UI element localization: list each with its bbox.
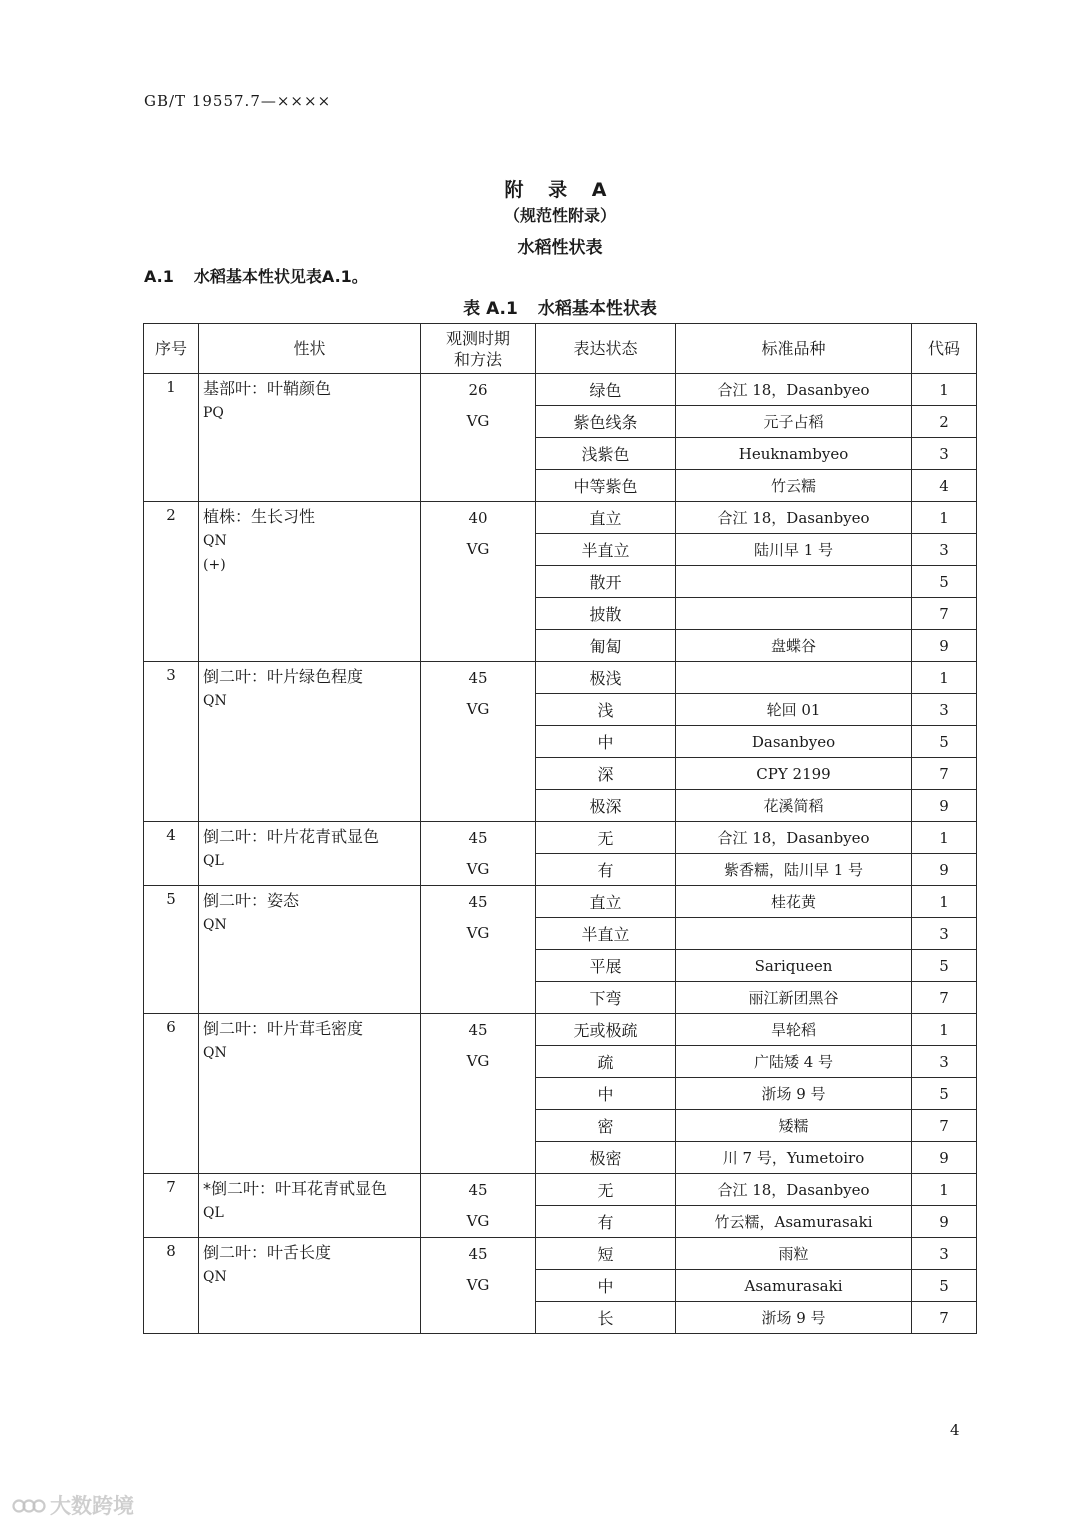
table-caption-text: 水稻基本性状表 <box>537 299 657 319</box>
cell-code: 3 <box>912 534 977 566</box>
trait-meta: QN <box>203 917 227 933</box>
cell-variety: 雨粒 <box>676 1238 912 1270</box>
table-row <box>144 886 977 918</box>
cell-seq: 5 <box>144 886 199 1014</box>
method-code: VG <box>466 1212 490 1230</box>
cell-trait <box>199 1174 421 1238</box>
cell-variety: 旱轮稻 <box>676 1014 912 1046</box>
annex-subtitle: （规范性附录） <box>503 206 616 225</box>
stage-code: 45 <box>468 1181 488 1199</box>
page-number: 4 <box>950 1421 960 1439</box>
cell-code: 5 <box>912 1078 977 1110</box>
cell-code: 7 <box>912 1302 977 1334</box>
cell-trait <box>199 1238 421 1334</box>
cell-seq: 4 <box>144 822 199 886</box>
watermark-logo-icon <box>12 1494 46 1516</box>
cell-code: 1 <box>912 1174 977 1206</box>
cell-state: 极浅 <box>536 662 676 694</box>
stage-code: 45 <box>468 669 488 687</box>
table-caption-number: 表 A.1 <box>463 299 518 319</box>
cell-state: 披散 <box>536 598 676 630</box>
standard-code: GB/T 19557.7—×××× <box>144 92 332 110</box>
cell-variety: 合江 18，Dasanbyeo <box>676 1174 912 1206</box>
cell-variety: 花溪简稻 <box>676 790 912 822</box>
cell-code: 1 <box>912 374 977 406</box>
trait-name: 植株：生长习性 <box>203 507 316 526</box>
cell-state: 长 <box>536 1302 676 1334</box>
clause-a1 <box>144 264 368 287</box>
cell-state: 有 <box>536 854 676 886</box>
cell-state: 平展 <box>536 950 676 982</box>
cell-code: 3 <box>912 918 977 950</box>
cell-variety: Heuknambyeo <box>676 438 912 470</box>
table-row <box>144 502 977 534</box>
cell-state: 绿色 <box>536 374 676 406</box>
header-code: 代码 <box>912 324 977 374</box>
cell-trait <box>199 662 421 822</box>
cell-code: 5 <box>912 950 977 982</box>
clause-number: A.1 <box>144 267 174 286</box>
cell-variety: 浙场 9 号 <box>676 1078 912 1110</box>
header-variety: 标准品种 <box>676 324 912 374</box>
cell-variety: 元子占稻 <box>676 406 912 438</box>
cell-stage-method <box>421 1174 536 1238</box>
cell-variety: 轮回 01 <box>676 694 912 726</box>
stage-code: 26 <box>468 381 488 399</box>
table-row <box>144 374 977 406</box>
table-row <box>144 662 977 694</box>
cell-state: 无 <box>536 1174 676 1206</box>
trait-name: 倒二叶：叶片绿色程度 <box>203 667 364 686</box>
trait-meta: PQ <box>203 405 224 421</box>
cell-variety: 川 7 号，Yumetoiro <box>676 1142 912 1174</box>
method-code: VG <box>466 540 490 558</box>
cell-variety: Sariqueen <box>676 950 912 982</box>
cell-state: 浅 <box>536 694 676 726</box>
cell-state: 有 <box>536 1206 676 1238</box>
table-caption <box>0 294 1080 319</box>
cell-variety: 丽江新团黑谷 <box>676 982 912 1014</box>
cell-state: 下弯 <box>536 982 676 1014</box>
cell-state: 半直立 <box>536 918 676 950</box>
trait-meta: QL <box>203 1205 224 1221</box>
cell-stage-method <box>421 1014 536 1174</box>
method-code: VG <box>466 860 490 878</box>
table-row <box>144 1014 977 1046</box>
trait-name: 倒二叶：叶片茸毛密度 <box>203 1019 364 1038</box>
cell-code: 1 <box>912 1014 977 1046</box>
stage-code: 45 <box>468 893 488 911</box>
cell-variety: 浙场 9 号 <box>676 1302 912 1334</box>
cell-code: 9 <box>912 1142 977 1174</box>
cell-stage-method <box>421 822 536 886</box>
cell-code: 3 <box>912 1238 977 1270</box>
cell-state: 直立 <box>536 886 676 918</box>
cell-code: 7 <box>912 982 977 1014</box>
cell-state: 无或极疏 <box>536 1014 676 1046</box>
cell-variety: 竹云糯 <box>676 470 912 502</box>
method-code: VG <box>466 1052 490 1070</box>
stage-code: 45 <box>468 1021 488 1039</box>
annex-name: 水稻性状表 <box>517 238 603 258</box>
method-code: VG <box>466 924 490 942</box>
method-code: VG <box>466 412 490 430</box>
cell-seq: 3 <box>144 662 199 822</box>
cell-seq: 7 <box>144 1174 199 1238</box>
cell-state: 紫色线条 <box>536 406 676 438</box>
cell-variety: Asamurasaki <box>676 1270 912 1302</box>
header-stage-line1: 观测时期 <box>445 328 510 348</box>
cell-code: 5 <box>912 1270 977 1302</box>
cell-code: 4 <box>912 470 977 502</box>
cell-state: 深 <box>536 758 676 790</box>
cell-variety: 桂花黄 <box>676 886 912 918</box>
cell-seq: 8 <box>144 1238 199 1334</box>
trait-meta: QN <box>203 533 227 549</box>
trait-name: *倒二叶：叶耳花青甙显色 <box>203 1179 388 1198</box>
stage-code: 45 <box>468 1245 488 1263</box>
cell-trait <box>199 1014 421 1174</box>
cell-code: 2 <box>912 406 977 438</box>
clause-text: 水稻基本性状见表A.1。 <box>193 267 368 286</box>
cell-variety <box>676 566 912 598</box>
cell-seq: 1 <box>144 374 199 502</box>
header-trait: 性状 <box>199 324 421 374</box>
trait-table-body <box>144 374 977 1334</box>
cell-variety: 紫香糯，陆川早 1 号 <box>676 854 912 886</box>
cell-state: 极深 <box>536 790 676 822</box>
cell-state: 短 <box>536 1238 676 1270</box>
cell-trait <box>199 886 421 1014</box>
cell-stage-method <box>421 886 536 1014</box>
watermark-text: 大数跨境 <box>50 1494 134 1518</box>
cell-state: 直立 <box>536 502 676 534</box>
cell-state: 浅紫色 <box>536 438 676 470</box>
cell-stage-method <box>421 1238 536 1334</box>
header-seq: 序号 <box>144 324 199 374</box>
cell-stage-method <box>421 374 536 502</box>
cell-code: 7 <box>912 758 977 790</box>
cell-stage-method <box>421 662 536 822</box>
cell-code: 5 <box>912 726 977 758</box>
cell-code: 3 <box>912 694 977 726</box>
cell-variety: 陆川早 1 号 <box>676 534 912 566</box>
cell-code: 3 <box>912 1046 977 1078</box>
cell-state: 无 <box>536 822 676 854</box>
header-stage-line2: 和方法 <box>453 349 502 369</box>
table-row <box>144 1238 977 1270</box>
cell-variety: 竹云糯，Asamurasaki <box>676 1206 912 1238</box>
watermark <box>12 1490 134 1520</box>
trait-table <box>143 323 977 1334</box>
cell-variety: 合江 18，Dasanbyeo <box>676 374 912 406</box>
cell-variety: Dasanbyeo <box>676 726 912 758</box>
cell-state: 极密 <box>536 1142 676 1174</box>
trait-meta: QL <box>203 853 224 869</box>
cell-state: 中等紫色 <box>536 470 676 502</box>
cell-code: 1 <box>912 662 977 694</box>
trait-meta: (+) <box>203 557 226 573</box>
cell-code: 9 <box>912 1206 977 1238</box>
cell-code: 7 <box>912 1110 977 1142</box>
trait-meta: QN <box>203 1045 227 1061</box>
cell-code: 9 <box>912 854 977 886</box>
method-code: VG <box>466 1276 490 1294</box>
method-code: VG <box>466 700 490 718</box>
cell-code: 1 <box>912 822 977 854</box>
cell-stage-method <box>421 502 536 662</box>
cell-variety <box>676 662 912 694</box>
cell-code: 3 <box>912 438 977 470</box>
cell-trait <box>199 822 421 886</box>
trait-name: 倒二叶：叶片花青甙显色 <box>203 827 380 846</box>
cell-state: 密 <box>536 1110 676 1142</box>
cell-state: 散开 <box>536 566 676 598</box>
header-stage <box>421 324 536 374</box>
trait-meta: QN <box>203 1269 227 1285</box>
cell-code: 7 <box>912 598 977 630</box>
trait-name: 基部叶：叶鞘颜色 <box>203 379 332 398</box>
cell-variety: 合江 18，Dasanbyeo <box>676 822 912 854</box>
trait-name: 倒二叶：姿态 <box>203 891 300 910</box>
stage-code: 40 <box>468 509 488 527</box>
cell-state: 疏 <box>536 1046 676 1078</box>
cell-variety: 盘蝶谷 <box>676 630 912 662</box>
cell-variety <box>676 918 912 950</box>
trait-name: 倒二叶：叶舌长度 <box>203 1243 332 1262</box>
stage-code: 45 <box>468 829 488 847</box>
cell-state: 半直立 <box>536 534 676 566</box>
cell-seq: 2 <box>144 502 199 662</box>
cell-variety: 矮糯 <box>676 1110 912 1142</box>
cell-state: 中 <box>536 1270 676 1302</box>
cell-code: 9 <box>912 790 977 822</box>
cell-variety: 广陆矮 4 号 <box>676 1046 912 1078</box>
annex-title: 附 录 A <box>504 179 616 201</box>
cell-state: 中 <box>536 726 676 758</box>
cell-variety <box>676 598 912 630</box>
cell-variety: 合江 18，Dasanbyeo <box>676 502 912 534</box>
header-state: 表达状态 <box>536 324 676 374</box>
cell-seq: 6 <box>144 1014 199 1174</box>
cell-variety: CPY 2199 <box>676 758 912 790</box>
table-header-row <box>144 324 977 374</box>
cell-state: 匍匐 <box>536 630 676 662</box>
cell-code: 5 <box>912 566 977 598</box>
table-row <box>144 822 977 854</box>
table-row <box>144 1174 977 1206</box>
cell-code: 9 <box>912 630 977 662</box>
trait-meta: QN <box>203 693 227 709</box>
cell-state: 中 <box>536 1078 676 1110</box>
cell-trait <box>199 502 421 662</box>
cell-code: 1 <box>912 502 977 534</box>
cell-code: 1 <box>912 886 977 918</box>
cell-trait <box>199 374 421 502</box>
